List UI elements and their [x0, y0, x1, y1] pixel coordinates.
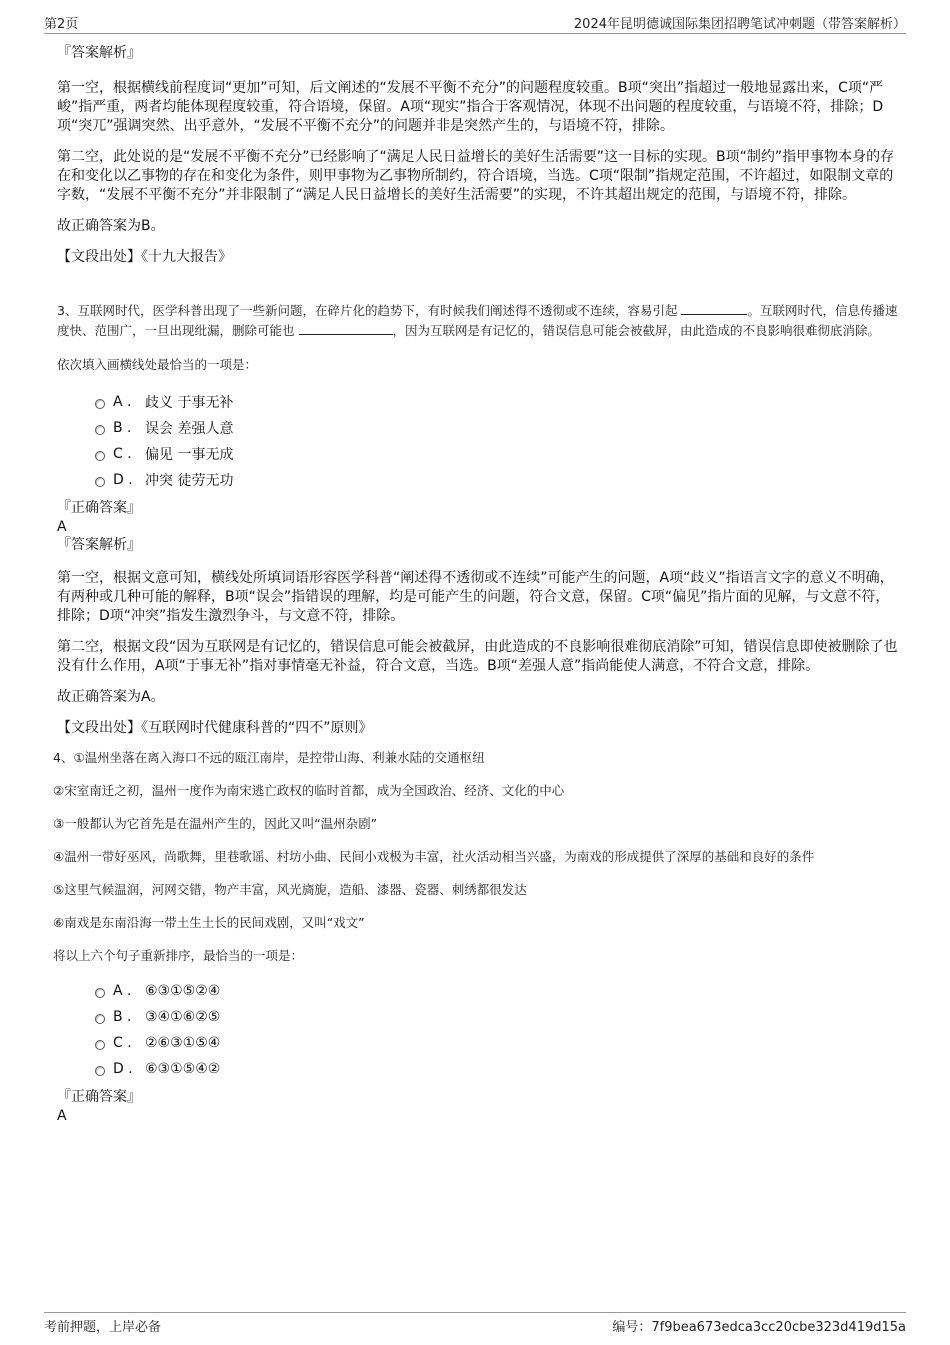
- document-body: [53, 44, 902, 1125]
- radio-icon[interactable]: [95, 399, 105, 409]
- q4-correct-answer: A: [57, 1108, 67, 1124]
- q3-prompt: 依次填入画横线处最恰当的一项是：: [57, 357, 258, 372]
- q2-analysis-p1: 第一空，根据横线前程度词“更加”可知，后文阐述的“发展不平衡不充分”的问题程度较重。B项“突出”指超过一般地显露出来，C项“严峻”指严重，两者均能体现程度较重，符合语境，保留。A项“现实”指合于客观情况，体现不出问题的程度较重，与语境不符，排除；D项“突兀”强调突然、出乎意外，“发展不平衡不充分”的问题并非是突然产生的，与语境不符，排除。: [57, 80, 884, 134]
- q3-analysis-label: 『答案解析』: [57, 537, 141, 553]
- q3-correct-answer: A: [57, 519, 67, 535]
- q3-source: 【文段出处】《互联网时代健康科普的“四不”原则》: [57, 720, 373, 736]
- q3-analysis-p1: 第一空，根据文意可知，横线处所填词语形容医学科普“阐述得不透彻或不连续”可能产生的问题，A项“歧义”指语言文字的意义不明确，有两种或几种可能的解释，B项“误会”指错误的理解，均是可能产生的问题，符合文意，保留。C项“偏见”指片面的见解，与文意不符，排除；D项“冲突”指发生激烈争斗，与文意不符，排除。: [57, 570, 894, 624]
- q4-option-c[interactable]: C . ②⑥③①⑤④: [95, 1030, 902, 1056]
- radio-icon[interactable]: [95, 1014, 105, 1024]
- q4-option-b[interactable]: B . ③④①⑥②⑤: [95, 1004, 902, 1030]
- q4-sentence-4: ④温州一带好巫风，尚歌舞，里巷歌谣、村坊小曲、民间小戏极为丰富，社火活动相当兴盛，为南戏的形成提供了深厚的基础和良好的条件: [53, 849, 815, 864]
- q4-option-a[interactable]: A . ⑥③①⑤②④: [95, 978, 902, 1004]
- q3-stem-part2: 。互联网时代，信息传播速度快、范围广，一旦出现纰漏，删除可能也: [57, 303, 898, 338]
- q4-prompt: 将以上六个句子重新排序，最恰当的一项是：: [53, 948, 304, 963]
- q3-correct-label: 『正确答案』: [57, 500, 141, 516]
- q2-analysis-p2: 第二空，此处说的是“发展不平衡不充分”已经影响了“满足人民日益增长的美好生活需要”这一目标的实现。B项“制约”指甲事物本身的存在和变化以乙事物的存在和变化为条件，则甲事物为乙事物所制约，符合语境，当选。C项“限制”指规定范围，不许超过，如限制文章的字数，“发展不平衡不充分”并非限制了“满足人民日益增长的美好生活需要”的实现，不许其超出规定的范围，与语境不符，排除。: [57, 149, 895, 203]
- q3-option-c[interactable]: C . 偏见 一事无成: [95, 441, 902, 467]
- radio-icon[interactable]: [95, 988, 105, 998]
- radio-icon[interactable]: [95, 425, 105, 435]
- q4-options: [95, 978, 902, 1082]
- q3-stem: [57, 301, 902, 341]
- q4-sentence-1: 4、①温州坐落在离入海口不远的瓯江南岸，是控带山海、利兼水陆的交通枢纽: [53, 750, 485, 765]
- q3-stem-part3: ，因为互联网是有记忆的，错误信息可能会被截屏，由此造成的不良影响很难彻底消除。: [392, 323, 881, 338]
- document-title: 2024年昆明德诚国际集团招聘笔试冲刺题（带答案解析）: [573, 17, 906, 32]
- q3-blank-2: [299, 322, 393, 335]
- q2-analysis-label: 『答案解析』: [57, 45, 141, 61]
- q4-correct-label: 『正确答案』: [57, 1089, 141, 1105]
- page-footer: [44, 1312, 906, 1336]
- q4-sentence-5: ⑤这里气候温润，河网交错，物产丰富，风光旖旎，造船、漆器、瓷器、刺绣都很发达: [53, 882, 527, 897]
- page-number: 第2页: [44, 17, 79, 32]
- q4-option-d[interactable]: D . ⑥③①⑤④②: [95, 1056, 902, 1082]
- q3-conclusion: 故正确答案为A。: [57, 689, 165, 705]
- q3-options: [95, 389, 902, 493]
- q3-analysis-p2: 第二空，根据文段“因为互联网是有记忆的，错误信息可能会被截屏，由此造成的不良影响很难彻底消除”可知，错误信息即使被删除了也没有什么作用，A项“于事无补”指对事情毫无补益，符合文意，当选。B项“差强人意”指尚能使人满意，不符合文意，排除。: [57, 639, 898, 674]
- q4-sentence-3: ③一般都认为它首先是在温州产生的，因此又叫“温州杂剧”: [53, 816, 378, 831]
- q3-option-b[interactable]: B . 误会 差强人意: [95, 415, 902, 441]
- q4-sentences: [53, 748, 902, 966]
- radio-icon[interactable]: [95, 477, 105, 487]
- radio-icon[interactable]: [95, 451, 105, 461]
- footer-slogan: 考前押题，上岸必备: [44, 1320, 162, 1335]
- q3-option-d[interactable]: D . 冲突 徒劳无功: [95, 467, 902, 493]
- radio-icon[interactable]: [95, 1040, 105, 1050]
- footer-code: 编号：7f9bea673edca3cc20cbe323d419d15a: [612, 1320, 906, 1335]
- radio-icon[interactable]: [95, 1066, 105, 1076]
- q2-source: 【文段出处】《十九大报告》: [57, 249, 232, 265]
- q2-conclusion: 故正确答案为B。: [57, 218, 165, 234]
- q3-blank-1: [681, 302, 747, 315]
- q3-option-a[interactable]: A . 歧义 于事无补: [95, 389, 902, 415]
- q3-stem-part1: 3、互联网时代，医学科普出现了一些新问题，在碎片化的趋势下，有时候我们阐述得不透彻或不连续，容易引起: [57, 303, 678, 318]
- q4-sentence-2: ②宋室南迁之初，温州一度作为南宋逃亡政权的临时首都，成为全国政治、经济、文化的中心: [53, 783, 565, 798]
- q4-sentence-6: ⑥南戏是东南沿海一带土生土长的民间戏剧，又叫“戏文”: [53, 915, 365, 930]
- page-header: [44, 13, 906, 34]
